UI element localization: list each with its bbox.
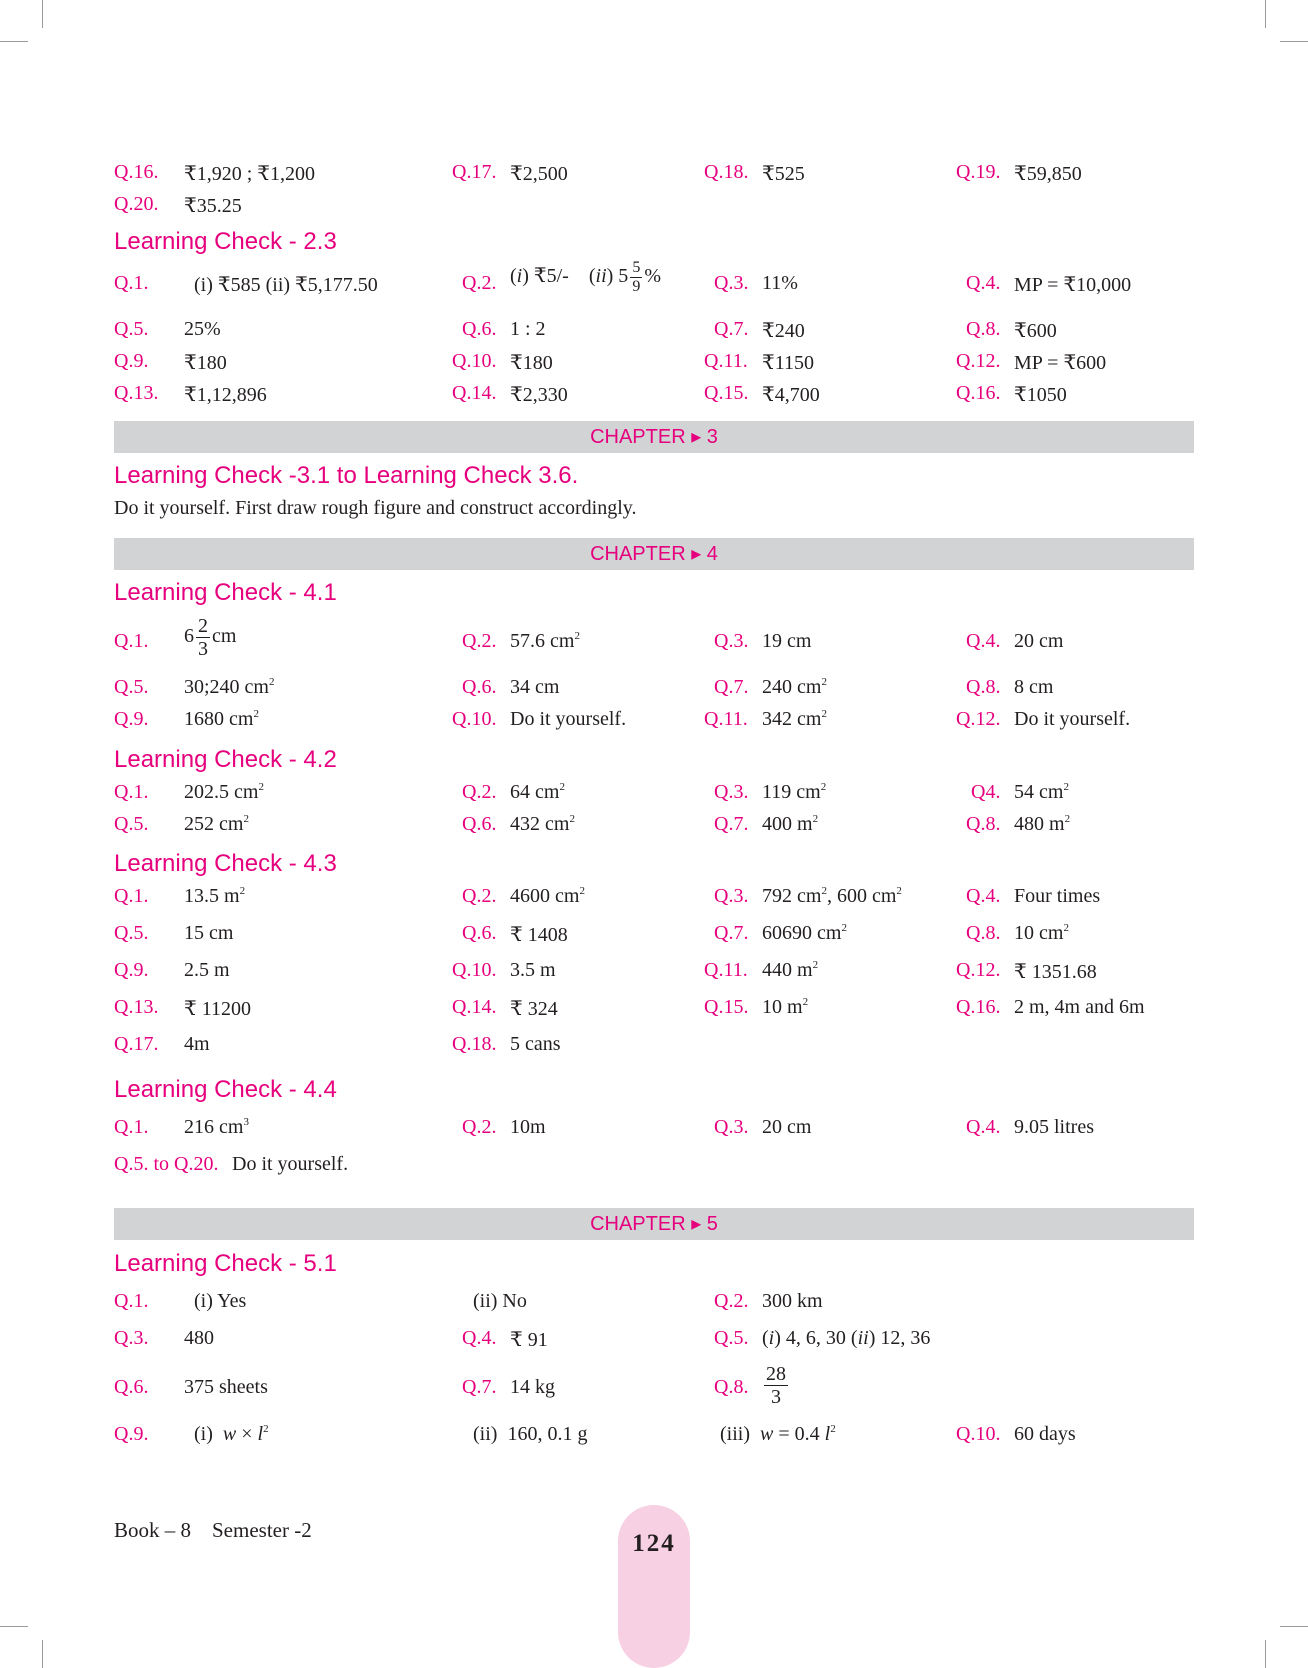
answer: ₹525 [762, 163, 805, 185]
answer: (iii) w = 0.4 $l^2$ [720, 1423, 836, 1445]
crop-mark [0, 1626, 28, 1627]
question-number: Q.1. [114, 1116, 149, 1138]
crop-mark [42, 1640, 43, 1668]
question-number: Q.17. [452, 161, 497, 183]
question-number: Q.1. [114, 885, 149, 907]
answer: 440 $m^2$ [762, 959, 819, 981]
section-heading: Learning Check - 4.4 [114, 1076, 337, 1103]
answer: 480 [184, 1327, 214, 1349]
answer-row [114, 922, 1194, 956]
answer: 10m [510, 1116, 546, 1138]
chapter-bar: CHAPTER ▸ 4 [114, 538, 1194, 570]
answer-row [114, 1033, 1194, 1067]
question-number: Q.5. [114, 676, 149, 698]
answer: ₹2,500 [510, 163, 568, 185]
answer: 300 km [762, 1290, 823, 1312]
question-number: Q.16. [956, 382, 1001, 404]
section-heading: Learning Check - 4.3 [114, 850, 337, 877]
answer-row [114, 708, 1194, 742]
answer-row [114, 318, 1194, 352]
question-number: Q.7. [714, 813, 749, 835]
answer: 20 cm [1014, 630, 1064, 652]
question-number: Q.1. [114, 781, 149, 803]
question-number: Q.2. [462, 885, 497, 907]
answer-row [114, 781, 1194, 815]
answer-row [114, 1327, 1194, 1361]
question-number: Q.4. [966, 1116, 1001, 1138]
question-number: Q.15. [704, 996, 749, 1018]
question-number: Q.8. [966, 922, 1001, 944]
answer: Four times [1014, 885, 1101, 907]
chapter-bar: CHAPTER ▸ 3 [114, 421, 1194, 453]
question-number: Q.4. [966, 885, 1001, 907]
answer: 8 cm [1014, 676, 1054, 698]
question-number: Q.3. [714, 885, 749, 907]
question-number: Q.6. [462, 318, 497, 340]
answer: ₹180 [184, 352, 227, 374]
question-number: Q.2. [714, 1290, 749, 1312]
question-number: Q.9. [114, 708, 149, 730]
answer: ₹600 [1014, 320, 1057, 342]
section-heading: Learning Check - 4.1 [114, 579, 337, 606]
question-number: Q.2. [462, 781, 497, 803]
question-number: Q.14. [452, 996, 497, 1018]
answer: ₹ 1351.68 [1014, 961, 1097, 983]
answer: 342 $cm^2$ [762, 708, 827, 730]
answer-row [114, 382, 1194, 416]
question-number: Q.16. [114, 161, 159, 183]
question-number: Q.3. [714, 272, 749, 294]
question-number: Q.7. [714, 922, 749, 944]
instruction-text: Do it yourself. First draw rough figure and construct accordingly. [114, 497, 637, 519]
question-number: Q.5. [114, 922, 149, 944]
question-number: Q.10. [452, 959, 497, 981]
answer: 432 $cm^2$ [510, 813, 575, 835]
answer: 54 $cm^2$ [1014, 781, 1069, 803]
question-number: Q.1. [114, 630, 149, 652]
question-number: Q.18. [452, 1033, 497, 1055]
answer: Do it yourself. [232, 1153, 349, 1175]
answer-row [114, 813, 1194, 847]
question-number: Q.4. [966, 630, 1001, 652]
fraction: $\frac{5}{9}$ [632, 259, 641, 295]
fraction: $\frac{2}{3}$ [198, 615, 208, 660]
answer: 9.05 litres [1014, 1116, 1094, 1138]
answer: ₹1050 [1014, 384, 1067, 406]
answer: ₹180 [510, 352, 553, 374]
answer: 375 sheets [184, 1376, 268, 1398]
question-number: Q.8. [966, 318, 1001, 340]
answer-row [114, 350, 1194, 384]
crop-mark [0, 41, 28, 42]
question-number: Q.5. [114, 318, 149, 340]
question-number: Q.9. [114, 350, 149, 372]
answer: 15 cm [184, 922, 234, 944]
answer: ₹2,330 [510, 384, 568, 406]
question-number: Q.2. [462, 272, 497, 294]
question-number: Q.3. [714, 1116, 749, 1138]
answer: 11% [762, 272, 798, 294]
answer-row [114, 616, 1194, 668]
question-number: Q.6. [462, 676, 497, 698]
answer: ₹1,920 ; ₹1,200 [184, 163, 316, 185]
answer: (i) 4, 6, 30 (ii) 12, 36 [762, 1327, 931, 1349]
question-number: Q.20. [114, 193, 159, 215]
answer: 202.5 $cm^2$ [184, 781, 264, 803]
question-number: Q.2. [462, 1116, 497, 1138]
answer: Do it yourself. [1014, 708, 1131, 730]
section-heading: Learning Check - 5.1 [114, 1250, 337, 1277]
answer-row [114, 1116, 1194, 1150]
question-number: Q.7. [462, 1376, 497, 1398]
section-heading: Learning Check - 2.3 [114, 228, 337, 255]
answer: 64 $cm^2$ [510, 781, 565, 803]
question-number: Q.10. [452, 708, 497, 730]
question-number: Q.10. [956, 1423, 1001, 1445]
answer: ₹59,850 [1014, 163, 1082, 185]
answer: 60690 $cm^2$ [762, 922, 847, 944]
answer-row [114, 193, 1194, 227]
answer: 216 $cm^3$ [184, 1116, 249, 1138]
answer: 792 $cm^2$, 600 $cm^2$ [762, 885, 902, 907]
crop-mark [1280, 41, 1308, 42]
answer: 19 cm [762, 630, 812, 652]
answer: 240 $cm^2$ [762, 676, 827, 698]
question-number: Q.12. [956, 959, 1001, 981]
answer: (ii) 160, 0.1 g [473, 1423, 588, 1445]
section-heading: Learning Check -3.1 to Learning Check 3.6. [114, 462, 579, 489]
answer: 252 $cm^2$ [184, 813, 249, 835]
answer: 20 cm [762, 1116, 812, 1138]
question-number: Q.10. [452, 350, 497, 372]
answer: 119 $cm^2$ [762, 781, 827, 803]
question-number: Q.8. [966, 813, 1001, 835]
question-number: Q.1. [114, 272, 149, 294]
answer-row [114, 885, 1194, 919]
question-number: Q.6. [114, 1376, 149, 1398]
answer: ₹ 324 [510, 998, 558, 1020]
answer-row [114, 1364, 1194, 1416]
answer: 2.5 m [184, 959, 230, 981]
answer: 30;240 $cm^2$ [184, 676, 275, 698]
answer-row [114, 676, 1194, 710]
chapter-bar: CHAPTER ▸ 5 [114, 1208, 1194, 1240]
question-number: Q.15. [704, 382, 749, 404]
answer: 1 : 2 [510, 318, 546, 340]
answer: ₹ 91 [510, 1329, 548, 1351]
answer: (i) ₹585 (ii) ₹5,177.50 [194, 274, 378, 296]
answer: 1680 $cm^2$ [184, 708, 259, 730]
answer: ₹ 11200 [184, 998, 251, 1020]
question-number: Q.6. [462, 813, 497, 835]
question-number: Q.4. [966, 272, 1001, 294]
question-number: Q.6. [462, 922, 497, 944]
answer: 2 m, 4m and 6m [1014, 996, 1145, 1018]
question-number: Q.9. [114, 1423, 149, 1445]
answer-row [114, 1153, 1194, 1187]
question-number: Q.5. [114, 813, 149, 835]
answer-row [114, 1423, 1194, 1457]
answer: 480 $m^2$ [1014, 813, 1071, 835]
answer: 4m [184, 1033, 210, 1055]
question-number: Q.1. [114, 1290, 149, 1312]
crop-mark [1280, 1626, 1308, 1627]
question-number: Q.13. [114, 996, 159, 1018]
answer: (i) ₹5/- (ii) 5 $\frac{5}{9}$ % [510, 259, 661, 295]
answer: 10 $cm^2$ [1014, 922, 1069, 944]
answer: 60 days [1014, 1423, 1076, 1445]
question-number: Q.11. [704, 708, 748, 730]
question-number: Q.7. [714, 676, 749, 698]
answer: 57.6 $cm^2$ [510, 630, 580, 652]
answer: ₹4,700 [762, 384, 820, 406]
answer: ₹1,12,896 [184, 384, 267, 406]
question-number: Q.19. [956, 161, 1001, 183]
crop-mark [1265, 0, 1266, 28]
answer: Do it yourself. [510, 708, 627, 730]
answer: ₹ 1408 [510, 924, 568, 946]
answer-row [114, 996, 1194, 1030]
question-number: Q.5. to Q.20. [114, 1153, 219, 1175]
question-number: Q.12. [956, 708, 1001, 730]
question-number: Q.18. [704, 161, 749, 183]
answer: MP = ₹10,000 [1014, 274, 1132, 296]
answer: 400 $m^2$ [762, 813, 819, 835]
answer: 5 cans [510, 1033, 561, 1055]
question-number: Q.7. [714, 318, 749, 340]
question-number: Q.16. [956, 996, 1001, 1018]
crop-mark [42, 0, 43, 28]
answer: 10 $m^2$ [762, 996, 809, 1018]
question-number: Q.3. [714, 630, 749, 652]
answer [762, 1364, 790, 1407]
section-heading: Learning Check - 4.2 [114, 746, 337, 773]
answer: ₹240 [762, 320, 805, 342]
question-number: Q.3. [114, 1327, 149, 1349]
fraction: $\frac{28}{3}$ [766, 1363, 786, 1408]
answer-row [114, 959, 1194, 993]
answer: 3.5 m [510, 959, 556, 981]
book-label: Book – 8 Semester -2 [114, 1518, 312, 1542]
question-number: Q.2. [462, 630, 497, 652]
answer: 4600 $cm^2$ [510, 885, 585, 907]
answer: (ii) No [473, 1290, 527, 1312]
question-number: Q.8. [966, 676, 1001, 698]
question-number: Q.14. [452, 382, 497, 404]
question-number: Q.11. [704, 350, 748, 372]
page-number: 124 [632, 1530, 676, 1557]
answer: 25% [184, 318, 221, 340]
answer: 13.5 $m^2$ [184, 885, 246, 907]
question-number: Q.3. [714, 781, 749, 803]
question-number: Q.13. [114, 382, 159, 404]
answer: 14 kg [510, 1376, 555, 1398]
question-number: Q.4. [462, 1327, 497, 1349]
question-number: Q.5. [714, 1327, 749, 1349]
answer: ₹35.25 [184, 195, 242, 217]
answer: 34 cm [510, 676, 560, 698]
question-number: Q4. [971, 781, 1001, 803]
question-number: Q.9. [114, 959, 149, 981]
answer: 6 $\frac{2}{3}$ cm [184, 615, 237, 660]
answer: (i) $w \times l^2$ [194, 1423, 269, 1445]
question-number: Q.11. [704, 959, 748, 981]
answer: MP = ₹600 [1014, 352, 1107, 374]
question-number: Q.17. [114, 1033, 159, 1055]
question-number: Q.8. [714, 1376, 749, 1398]
answer: ₹1150 [762, 352, 814, 374]
crop-mark [1265, 1640, 1266, 1668]
answer-row [114, 259, 1194, 310]
answer-row [114, 161, 1194, 195]
answer: (i) Yes [194, 1290, 247, 1312]
answer-row [114, 1290, 1194, 1324]
question-number: Q.12. [956, 350, 1001, 372]
